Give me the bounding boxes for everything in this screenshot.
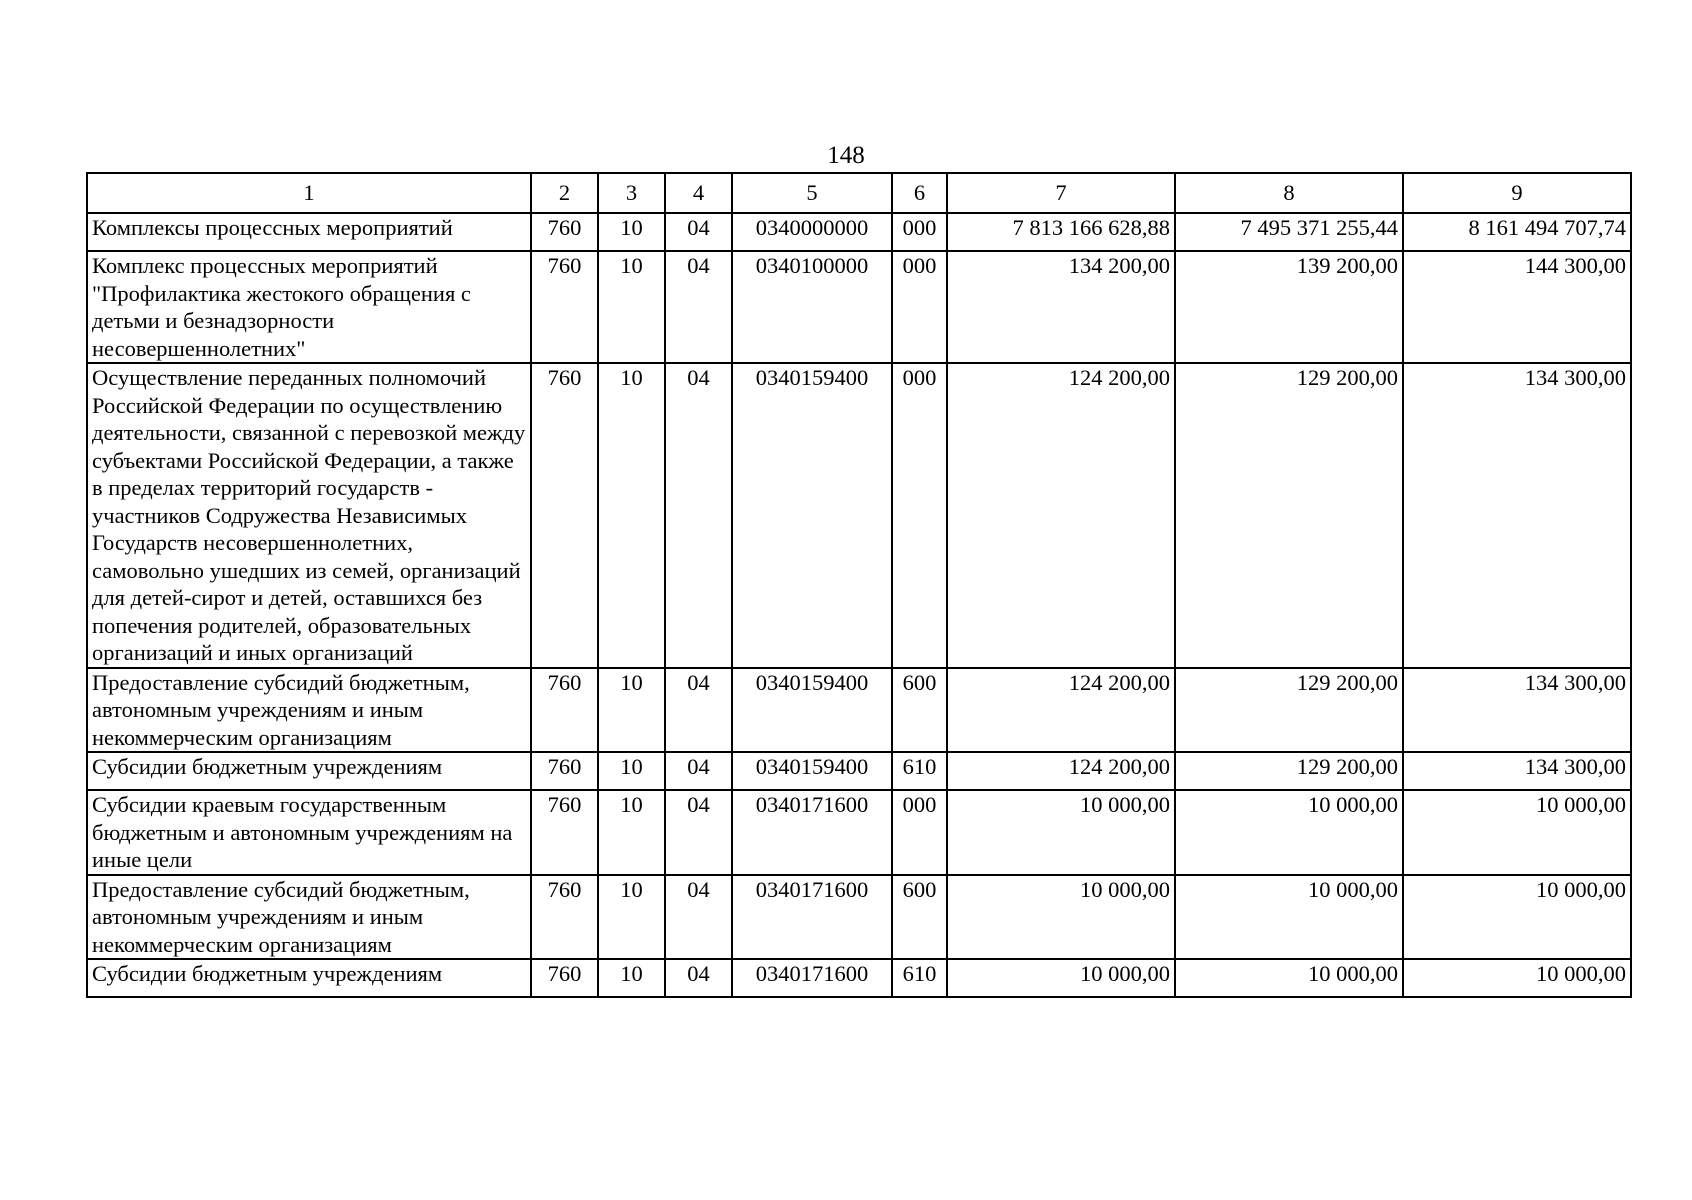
table-row: [87, 790, 1631, 875]
amount-col9: 8 161 494 707,74: [1403, 213, 1631, 251]
expense-type-code: 000: [892, 790, 947, 875]
row-name: Субсидии бюджетным учреждениям: [87, 752, 531, 790]
ministry-code: 760: [531, 875, 598, 960]
target-article-code: 0340171600: [732, 790, 892, 875]
ministry-code: 760: [531, 752, 598, 790]
expense-type-code: 600: [892, 875, 947, 960]
amount-col9: 10 000,00: [1403, 790, 1631, 875]
amount-col8: 129 200,00: [1175, 668, 1403, 753]
amount-col7: 10 000,00: [947, 875, 1175, 960]
expense-type-code: 610: [892, 752, 947, 790]
subsection-code: 04: [665, 959, 732, 997]
subsection-code: 04: [665, 363, 732, 668]
subsection-code: 04: [665, 875, 732, 960]
expense-type-code: 000: [892, 213, 947, 251]
amount-col8: 129 200,00: [1175, 752, 1403, 790]
amount-col9: 134 300,00: [1403, 668, 1631, 753]
row-name: Предоставление субсидий бюджетным, автономным учреждениям и иным некоммерческим организациям: [87, 875, 531, 960]
amount-col8: 139 200,00: [1175, 251, 1403, 363]
target-article-code: 0340171600: [732, 959, 892, 997]
subsection-code: 04: [665, 790, 732, 875]
section-code: 10: [598, 959, 665, 997]
section-code: 10: [598, 668, 665, 753]
amount-col9: 134 300,00: [1403, 752, 1631, 790]
subsection-code: 04: [665, 668, 732, 753]
table-row: [87, 251, 1631, 363]
ministry-code: 760: [531, 668, 598, 753]
section-code: 10: [598, 752, 665, 790]
amount-col7: 124 200,00: [947, 363, 1175, 668]
expense-type-code: 600: [892, 668, 947, 753]
amount-col7: 134 200,00: [947, 251, 1175, 363]
column-header-6: 6: [892, 173, 947, 213]
ministry-code: 760: [531, 790, 598, 875]
table-row: [87, 668, 1631, 753]
row-name: Комплексы процессных мероприятий: [87, 213, 531, 251]
amount-col7: 7 813 166 628,88: [947, 213, 1175, 251]
amount-col9: 144 300,00: [1403, 251, 1631, 363]
expense-type-code: 000: [892, 363, 947, 668]
column-header-3: 3: [598, 173, 665, 213]
table-row: [87, 875, 1631, 960]
ministry-code: 760: [531, 251, 598, 363]
amount-col9: 10 000,00: [1403, 959, 1631, 997]
subsection-code: 04: [665, 752, 732, 790]
row-name: Субсидии краевым государственным бюджетным и автономным учреждениям на иные цели: [87, 790, 531, 875]
subsection-code: 04: [665, 251, 732, 363]
row-name: Комплекс процессных мероприятий "Профилактика жестокого обращения с детьми и безнадзорности несовершеннолетних": [87, 251, 531, 363]
ministry-code: 760: [531, 213, 598, 251]
column-header-9: 9: [1403, 173, 1631, 213]
section-code: 10: [598, 790, 665, 875]
row-name: Предоставление субсидий бюджетным, автономным учреждениям и иным некоммерческим организациям: [87, 668, 531, 753]
table-row: [87, 363, 1631, 668]
amount-col8: 7 495 371 255,44: [1175, 213, 1403, 251]
table-row: [87, 213, 1631, 251]
subsection-code: 04: [665, 213, 732, 251]
target-article-code: 0340159400: [732, 668, 892, 753]
amount-col9: 10 000,00: [1403, 875, 1631, 960]
section-code: 10: [598, 213, 665, 251]
row-name: Субсидии бюджетным учреждениям: [87, 959, 531, 997]
column-header-5: 5: [732, 173, 892, 213]
amount-col7: 10 000,00: [947, 790, 1175, 875]
target-article-code: 0340159400: [732, 752, 892, 790]
amount-col7: 124 200,00: [947, 668, 1175, 753]
section-code: 10: [598, 363, 665, 668]
target-article-code: 0340171600: [732, 875, 892, 960]
column-header-4: 4: [665, 173, 732, 213]
amount-col8: 129 200,00: [1175, 363, 1403, 668]
budget-table: [86, 172, 1632, 998]
section-code: 10: [598, 251, 665, 363]
table-row: [87, 752, 1631, 790]
target-article-code: 0340000000: [732, 213, 892, 251]
table-row: [87, 959, 1631, 997]
column-header-7: 7: [947, 173, 1175, 213]
amount-col7: 124 200,00: [947, 752, 1175, 790]
ministry-code: 760: [531, 959, 598, 997]
page-number: 148: [827, 142, 865, 169]
amount-col8: 10 000,00: [1175, 959, 1403, 997]
target-article-code: 0340100000: [732, 251, 892, 363]
expense-type-code: 000: [892, 251, 947, 363]
section-code: 10: [598, 875, 665, 960]
column-header-2: 2: [531, 173, 598, 213]
amount-col8: 10 000,00: [1175, 790, 1403, 875]
header-row: [87, 173, 1631, 213]
expense-type-code: 610: [892, 959, 947, 997]
target-article-code: 0340159400: [732, 363, 892, 668]
amount-col9: 134 300,00: [1403, 363, 1631, 668]
ministry-code: 760: [531, 363, 598, 668]
column-header-8: 8: [1175, 173, 1403, 213]
amount-col7: 10 000,00: [947, 959, 1175, 997]
column-header-1: 1: [87, 173, 531, 213]
amount-col8: 10 000,00: [1175, 875, 1403, 960]
row-name: Осуществление переданных полномочий Российской Федерации по осуществлению деятельности, связанной с перевозкой между субъектами Российской Федерации, а также в пределах территорий государств - участников Содружества Независимых Государств несовершеннолетних, самовольно ушедших из семей, организаций для детей-сирот и детей, оставшихся без попечения родителей, образовательных организаций и иных организаций: [87, 363, 531, 668]
